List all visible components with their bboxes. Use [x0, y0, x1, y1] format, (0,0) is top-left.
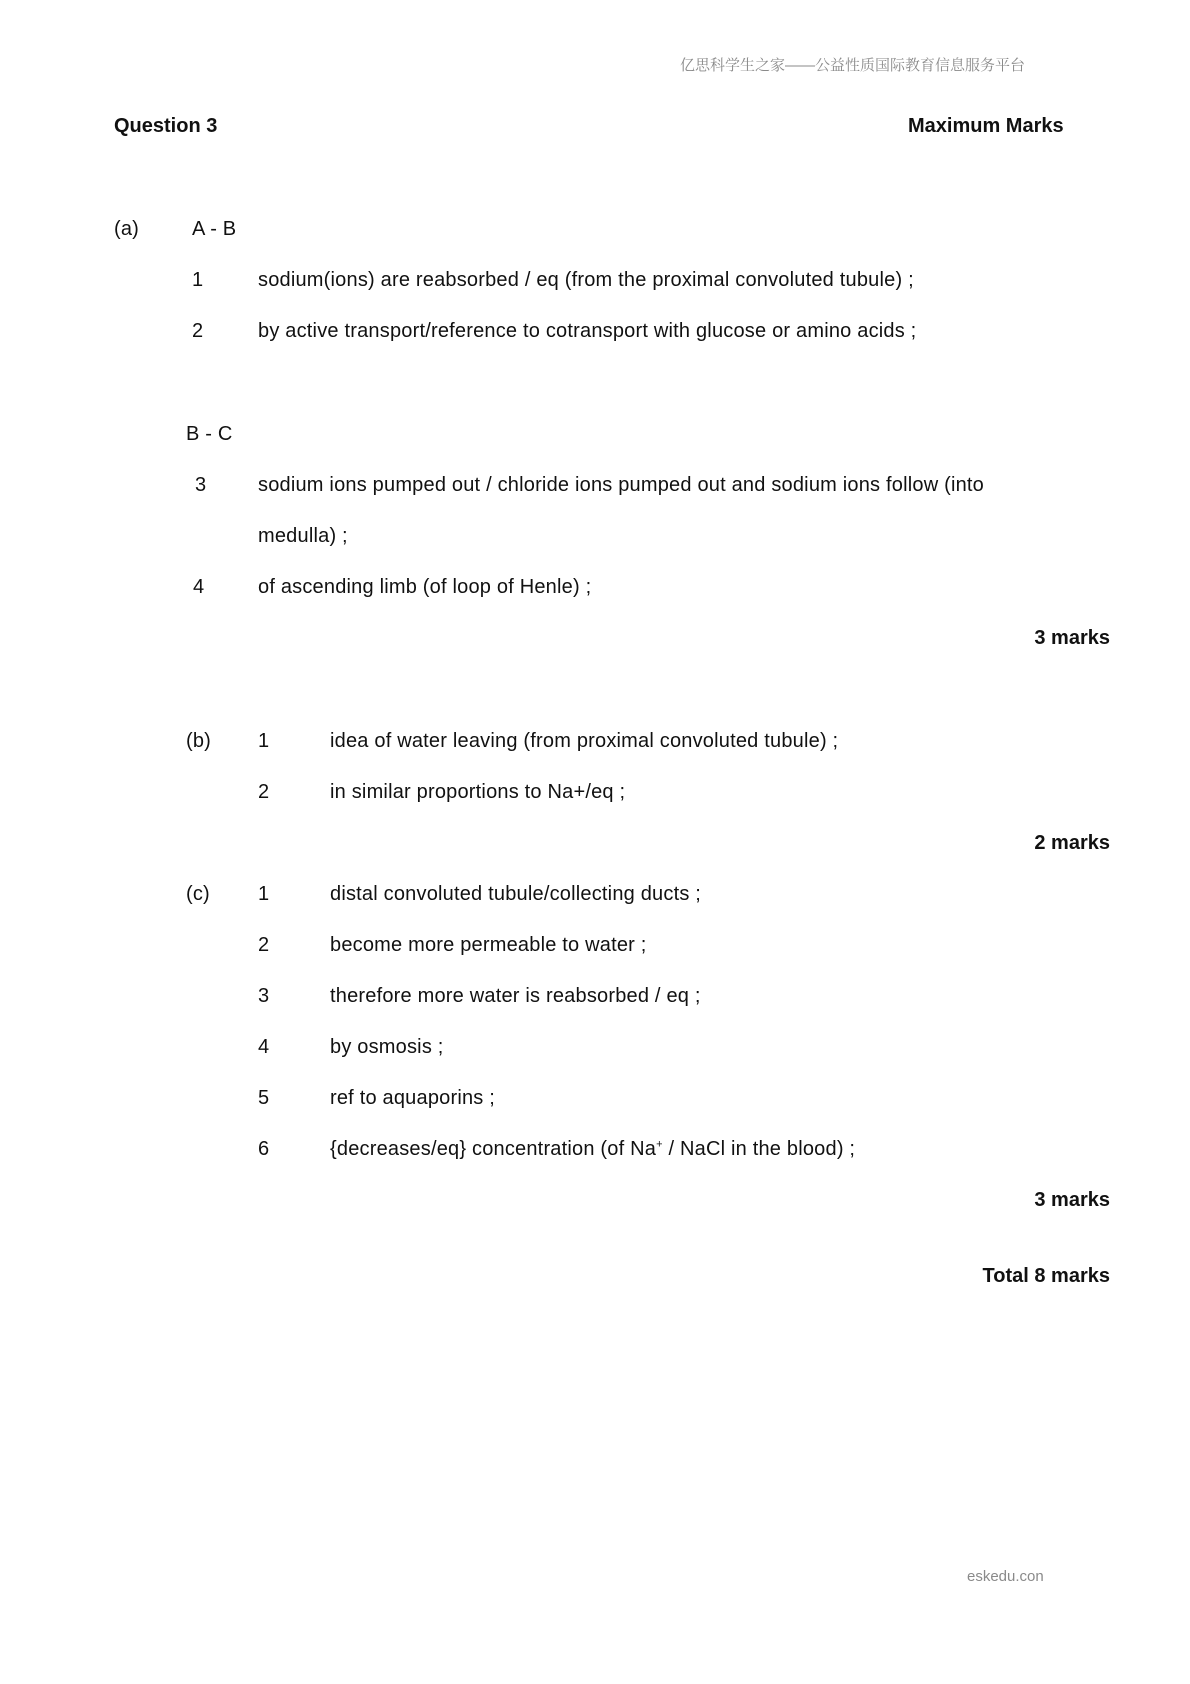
marking-point: idea of water leaving (from proximal convoluted tubule) ;: [330, 730, 839, 752]
part-a-label: (a): [114, 218, 140, 240]
item-number: 5: [258, 1087, 270, 1109]
section-ab-heading: A - B: [192, 218, 237, 240]
item-number: 6: [258, 1138, 270, 1160]
total-marks: Total 8 marks: [982, 1265, 1110, 1287]
item-number: 3: [195, 474, 207, 496]
marking-point: sodium ions pumped out / chloride ions pumped out and sodium ions follow (into: [258, 474, 985, 496]
item-number: 4: [258, 1036, 270, 1058]
item-number: 1: [258, 883, 270, 905]
marking-point-continuation: medulla) ;: [258, 525, 348, 547]
item-number: 4: [193, 576, 205, 598]
marking-point-part: / NaCl in the blood) ;: [662, 1138, 856, 1160]
part-c-label: (c): [186, 883, 210, 905]
max-marks-label: Maximum Marks: [908, 115, 1064, 137]
superscript-plus: +: [656, 1138, 663, 1151]
item-number: 2: [192, 320, 204, 342]
part-b-marks: 2 marks: [1034, 832, 1110, 854]
marking-point: of ascending limb (of loop of Henle) ;: [258, 576, 592, 598]
marking-point: ref to aquaporins ;: [330, 1087, 496, 1109]
marking-point: become more permeable to water ;: [330, 934, 647, 956]
question-title: Question 3: [114, 115, 218, 137]
part-c-marks: 3 marks: [1034, 1189, 1110, 1211]
header-note: 亿思科学生之家——公益性质国际教育信息服务平台: [680, 57, 1026, 74]
part-b-label: (b): [186, 730, 212, 752]
marking-point: distal convoluted tubule/collecting ducts ;: [330, 883, 702, 905]
item-number: 1: [192, 269, 204, 291]
marking-point: by osmosis ;: [330, 1036, 444, 1058]
item-number: 1: [258, 730, 270, 752]
marking-point: [330, 1138, 855, 1161]
item-number: 3: [258, 985, 270, 1007]
marking-point-part: {decreases/eq} concentration (of Na: [330, 1138, 657, 1160]
marking-point: by active transport/reference to cotransport with glucose or amino acids ;: [258, 320, 917, 342]
marking-point: therefore more water is reabsorbed / eq ;: [330, 985, 701, 1007]
section-bc-heading: B - C: [186, 423, 233, 445]
item-number: 2: [258, 934, 270, 956]
marking-point: in similar proportions to Na+/eq ;: [330, 781, 626, 803]
part-a-marks: 3 marks: [1034, 627, 1110, 649]
footer-site: eskedu.con: [967, 1568, 1044, 1585]
marking-point: sodium(ions) are reabsorbed / eq (from the proximal convoluted tubule) ;: [258, 269, 914, 291]
item-number: 2: [258, 781, 270, 803]
